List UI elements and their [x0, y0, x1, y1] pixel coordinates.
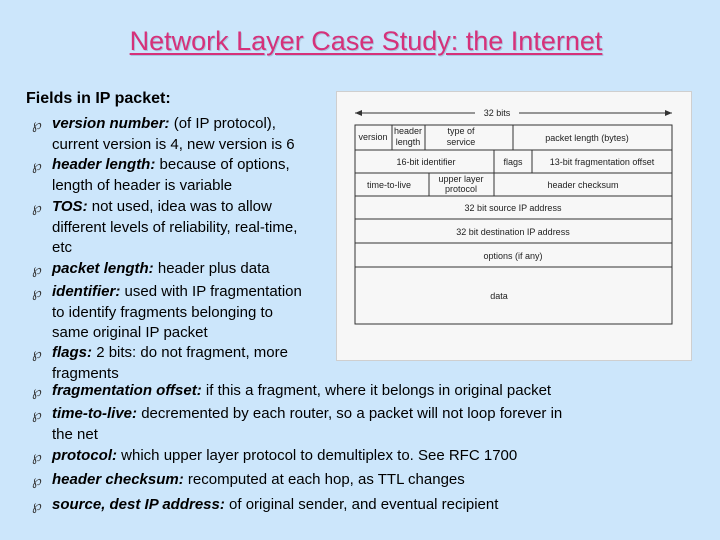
bullet-header-length: ℘ header length: because of options, length of header is variable [32, 156, 290, 194]
field-checksum: header checksum [547, 180, 619, 190]
field-version: version [358, 132, 388, 142]
bullet-flags: ℘ flags: 2 bits: do not fragment, more fragments [32, 344, 288, 382]
field-identifier: 16-bit identifier [396, 157, 456, 167]
bullet-packet-length: ℘ packet length: header plus data [32, 260, 270, 277]
bullet-time-to-live: ℘ time-to-live: decremented by each router, so a packet will not loop forever in the net [32, 405, 563, 443]
field-frag-offset: 13-bit fragmentation offset [549, 157, 655, 167]
section-heading: Fields in IP packet: [26, 90, 171, 107]
field-tos-1: type of [447, 126, 475, 136]
width-label: 32 bits [483, 108, 511, 118]
field-packet-length: packet length (bytes) [545, 133, 629, 143]
bullet-identifier: ℘ identifier: used with IP fragmentation to identify fragments belonging to same original IP packet [32, 283, 302, 341]
bullet-addresses: ℘ source, dest IP address: of original sender, and eventual recipient [32, 496, 499, 513]
page-title: Network Layer Case Study: the Internet [129, 26, 603, 56]
ip-header-diagram [336, 91, 692, 361]
field-upper-layer-1: upper layer [438, 174, 484, 184]
bullet-icon: ℘ [32, 116, 42, 132]
field-source-address: 32 bit source IP address [464, 203, 562, 213]
bullet-icon: ℘ [32, 157, 42, 173]
bullet-fragmentation-offset: ℘ fragmentation offset: if this a fragment, where it belongs in original packet [32, 382, 552, 399]
field-data: data [490, 291, 508, 301]
field-tos-2: service [446, 137, 476, 147]
bullet-icon: ℘ [32, 497, 42, 513]
bullet-version-number: ℘ version number: (of IP protocol), current version is 4, new version is 6 [32, 115, 295, 153]
bullet-icon: ℘ [32, 448, 42, 464]
field-ttl: time-to-live [366, 180, 412, 190]
bullet-icon: ℘ [32, 406, 42, 422]
bullet-icon: ℘ [32, 199, 42, 215]
field-upper-layer-2: protocol [444, 184, 478, 194]
bullet-icon: ℘ [32, 345, 42, 361]
arrow-right-head [665, 110, 672, 116]
header-frame [355, 125, 672, 324]
field-header-length-2: length [395, 137, 421, 147]
arrow-left-head [355, 110, 362, 116]
field-flags: flags [503, 157, 523, 167]
bullet-tos: ℘ TOS: not used, idea was to allow different levels of reliability, real-time, etc [32, 198, 298, 256]
ip-header-svg [337, 92, 691, 360]
bullet-icon: ℘ [32, 472, 42, 488]
field-options: options (if any) [483, 251, 543, 261]
bullet-icon: ℘ [32, 284, 42, 300]
bullet-icon: ℘ [32, 261, 42, 277]
field-dest-address: 32 bit destination IP address [456, 227, 570, 237]
bullet-header-checksum: ℘ header checksum: recomputed at each hop, as TTL changes [32, 471, 465, 488]
bullet-protocol: ℘ protocol: which upper layer protocol to demultiplex to. See RFC 1700 [32, 447, 518, 464]
field-header-length-1: header [393, 126, 423, 136]
bullet-icon: ℘ [32, 383, 42, 399]
